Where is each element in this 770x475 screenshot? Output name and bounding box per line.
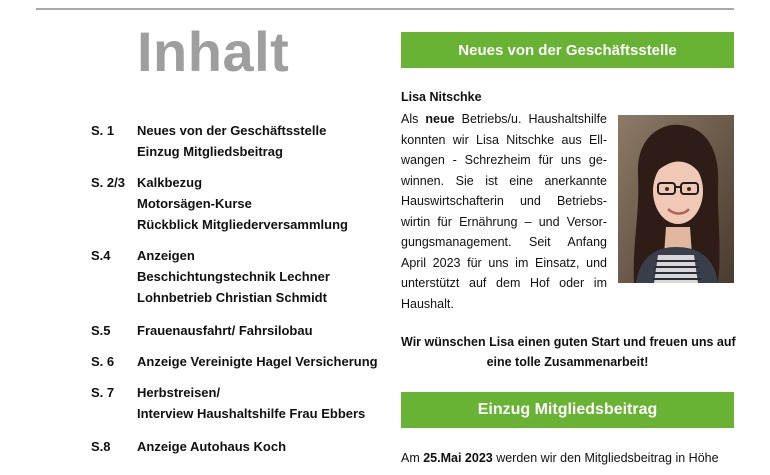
toc-entry	[91, 245, 391, 308]
top-divider	[36, 8, 734, 10]
toc-topic: Interview Haushaltshilfe Frau Ebbers	[137, 406, 366, 421]
closing-line: eine tolle Zusammenarbeit!	[486, 355, 649, 369]
toc-topics	[137, 320, 391, 341]
bio-line: April 2023 für uns im Einsatz, und	[401, 255, 607, 270]
toc-page-number: S. 7	[91, 385, 115, 400]
bio-line: Hauswirtschafterin und Betriebs-	[401, 194, 607, 208]
bio-line: winnen. Sie ist eine anerkannte	[401, 173, 607, 188]
bio-line: gungsmanagement. Seit Anfang	[401, 235, 607, 249]
portrait-illustration	[618, 115, 734, 283]
toc-page-number: S.5	[91, 323, 111, 338]
portrait-photo	[618, 115, 734, 283]
bio-line: unterstützt auf dem Hof oder im	[401, 276, 607, 290]
toc-page-number: S.8	[91, 439, 111, 454]
bio-text	[401, 109, 607, 314]
closing-message	[401, 332, 734, 372]
toc-topic: Einzug Mitgliedsbeitrag	[137, 144, 283, 159]
toc-page-number: S. 1	[91, 123, 115, 138]
toc-page-number: S. 6	[91, 354, 115, 369]
toc-topics	[137, 245, 391, 308]
toc-topic: Kalkbezug	[137, 175, 203, 190]
toc-topic: Neues von der Geschäftsstelle	[137, 123, 327, 138]
toc-topics	[137, 172, 391, 235]
toc-entry	[91, 120, 391, 162]
toc-topic: Anzeige Vereinigte Hagel Versicherung	[137, 354, 378, 369]
toc-topic: Frauenausfahrt/ Fahrsilobau	[137, 323, 313, 338]
toc-topic: Anzeigen	[137, 248, 195, 263]
toc-entry	[91, 172, 391, 235]
dues-section-banner: Einzug Mitgliedsbeitrag	[401, 392, 734, 428]
news-section-banner: Neues von der Geschäftsstelle	[401, 32, 734, 68]
toc-topic: Rückblick Mitgliederversammlung	[137, 217, 348, 232]
bio-line: Haushalt.	[401, 296, 454, 311]
toc-topic: Motorsägen-Kurse	[137, 196, 252, 211]
bio-emphasis: neue	[425, 112, 455, 126]
dues-line: Am 25.Mai 2023 werden wir den Mitgliedsbeitrag in Höhe	[401, 451, 719, 465]
toc-page-number: S. 2/3	[91, 175, 125, 190]
bio-line: Als neue Betriebs/u. Haushaltshilfe	[401, 112, 607, 126]
toc-topics	[137, 120, 391, 162]
toc-page-number: S.4	[91, 248, 111, 263]
toc-topic: Anzeige Autohaus Koch	[137, 439, 287, 454]
toc-topic: Lohnbetrieb Christian Schmidt	[137, 290, 327, 305]
dues-date: 25.Mai 2023	[423, 451, 493, 465]
toc-topic: Herbstreisen/	[137, 385, 221, 400]
toc-topics	[137, 436, 391, 457]
toc-entry	[91, 320, 391, 341]
table-of-contents	[91, 110, 391, 457]
bio-line: wangen - Schrezheim für uns ge-	[401, 153, 607, 167]
toc-entry	[91, 351, 391, 372]
closing-line: Wir wünschen Lisa einen guten Start und freuen uns auf	[401, 335, 736, 349]
toc-topics	[137, 382, 391, 424]
toc-title: Inhalt	[137, 20, 290, 83]
toc-topic: Beschichtungstechnik Lechner	[137, 269, 330, 284]
bio-line: konnten wir Lisa Nitschke aus Ell-	[401, 132, 607, 147]
toc-entry	[91, 382, 391, 424]
dues-text	[401, 448, 734, 468]
bio-line: wirtin für Ernährung – und Versor-	[401, 214, 607, 229]
toc-topics	[137, 351, 391, 372]
toc-entry	[91, 436, 391, 457]
person-name: Lisa Nitschke	[401, 90, 482, 104]
